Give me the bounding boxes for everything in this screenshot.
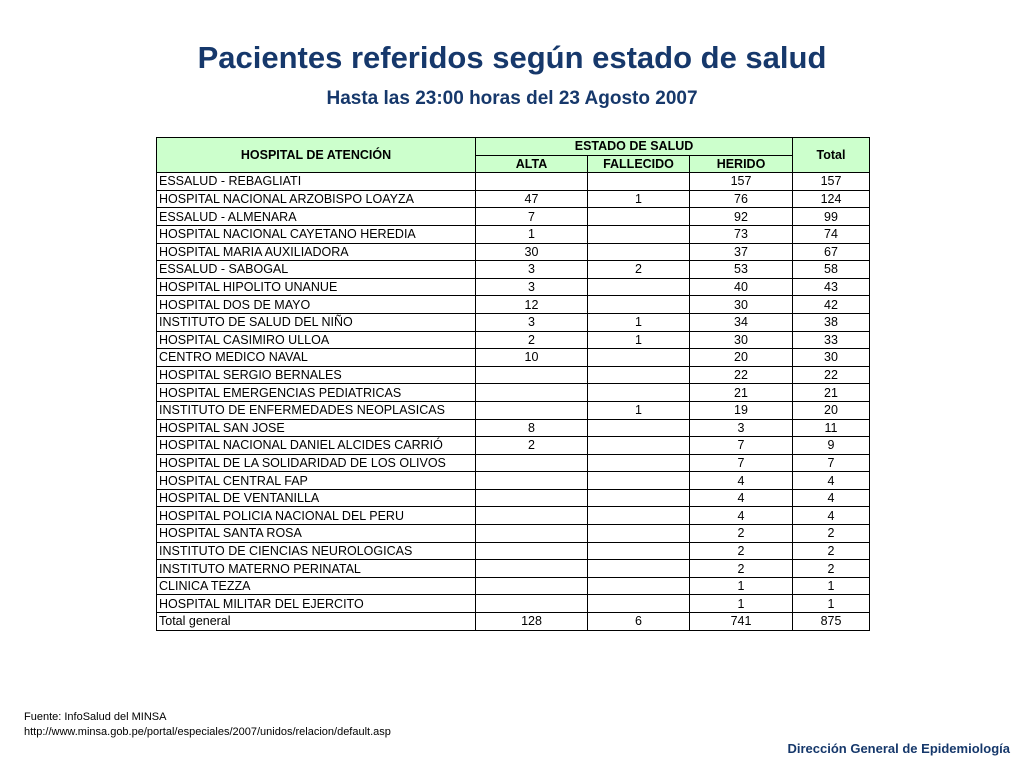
herido-cell: 3: [690, 419, 793, 437]
table-row: [157, 489, 870, 507]
fallecido-cell: [588, 419, 690, 437]
source-note: [24, 710, 391, 740]
total-cell: 157: [793, 173, 870, 191]
herido-cell: 1: [690, 595, 793, 613]
table-row: [157, 366, 870, 384]
hospital-cell: ESSALUD - ALMENARA: [157, 208, 476, 226]
fallecido-cell: [588, 489, 690, 507]
hospital-cell: INSTITUTO MATERNO PERINATAL: [157, 560, 476, 578]
fallecido-cell: [588, 296, 690, 314]
herido-cell: 157: [690, 173, 793, 191]
total-cell: 4: [793, 472, 870, 490]
fallecido-cell: [588, 384, 690, 402]
herido-cell: 4: [690, 472, 793, 490]
alta-cell: [476, 525, 588, 543]
alta-cell: 128: [476, 613, 588, 631]
alta-cell: 3: [476, 261, 588, 279]
total-cell: 2: [793, 542, 870, 560]
hospital-cell: HOSPITAL HIPOLITO UNANUE: [157, 278, 476, 296]
table-header-row: [157, 138, 870, 156]
table-row: [157, 419, 870, 437]
fallecido-cell: [588, 595, 690, 613]
patients-table: [156, 137, 870, 631]
hospital-cell: HOSPITAL MARIA AUXILIADORA: [157, 243, 476, 261]
fallecido-cell: 1: [588, 331, 690, 349]
fallecido-cell: 1: [588, 190, 690, 208]
alta-cell: 47: [476, 190, 588, 208]
alta-cell: [476, 472, 588, 490]
fallecido-cell: [588, 173, 690, 191]
table-row: [157, 278, 870, 296]
organization-name: Dirección General de Epidemiología: [787, 741, 1010, 756]
alta-cell: [476, 366, 588, 384]
alta-cell: 2: [476, 437, 588, 455]
herido-cell: 2: [690, 525, 793, 543]
table-row: [157, 401, 870, 419]
herido-cell: 30: [690, 296, 793, 314]
fallecido-cell: [588, 208, 690, 226]
total-cell: 1: [793, 577, 870, 595]
table-row: [157, 208, 870, 226]
table-row: [157, 560, 870, 578]
total-cell: 58: [793, 261, 870, 279]
alta-cell: [476, 560, 588, 578]
table-row: [157, 173, 870, 191]
total-cell: 42: [793, 296, 870, 314]
fallecido-cell: 1: [588, 401, 690, 419]
alta-cell: [476, 454, 588, 472]
hospital-cell: HOSPITAL EMERGENCIAS PEDIATRICAS: [157, 384, 476, 402]
total-cell: 22: [793, 366, 870, 384]
fallecido-cell: [588, 560, 690, 578]
herido-cell: 19: [690, 401, 793, 419]
hospital-cell: CENTRO MEDICO NAVAL: [157, 349, 476, 367]
herido-cell: 2: [690, 542, 793, 560]
header-fallecido: FALLECIDO: [588, 155, 690, 173]
herido-cell: 37: [690, 243, 793, 261]
alta-cell: 12: [476, 296, 588, 314]
table-row: [157, 243, 870, 261]
alta-cell: 3: [476, 278, 588, 296]
fallecido-cell: [588, 225, 690, 243]
herido-cell: 741: [690, 613, 793, 631]
herido-cell: 4: [690, 489, 793, 507]
table-row: [157, 190, 870, 208]
hospital-cell: HOSPITAL MILITAR DEL EJERCITO: [157, 595, 476, 613]
hospital-cell: HOSPITAL CENTRAL FAP: [157, 472, 476, 490]
herido-cell: 30: [690, 331, 793, 349]
header-alta: ALTA: [476, 155, 588, 173]
alta-cell: [476, 507, 588, 525]
herido-cell: 7: [690, 454, 793, 472]
herido-cell: 22: [690, 366, 793, 384]
header-herido: HERIDO: [690, 155, 793, 173]
alta-cell: 1: [476, 225, 588, 243]
table-row: [157, 331, 870, 349]
herido-cell: 2: [690, 560, 793, 578]
table-row: [157, 454, 870, 472]
table-row: [157, 595, 870, 613]
total-row: [157, 613, 870, 631]
header-total: Total: [793, 138, 870, 173]
hospital-cell: HOSPITAL DOS DE MAYO: [157, 296, 476, 314]
total-cell: 74: [793, 225, 870, 243]
page-subtitle: Hasta las 23:00 horas del 23 Agosto 2007: [326, 88, 698, 109]
alta-cell: [476, 401, 588, 419]
herido-cell: 40: [690, 278, 793, 296]
alta-cell: [476, 577, 588, 595]
fallecido-cell: 6: [588, 613, 690, 631]
total-cell: 33: [793, 331, 870, 349]
total-cell: 38: [793, 313, 870, 331]
herido-cell: 53: [690, 261, 793, 279]
hospital-cell: HOSPITAL DE LA SOLIDARIDAD DE LOS OLIVOS: [157, 454, 476, 472]
table-row: [157, 542, 870, 560]
herido-cell: 21: [690, 384, 793, 402]
total-cell: 11: [793, 419, 870, 437]
table-row: [157, 296, 870, 314]
table-body: [157, 173, 870, 630]
fallecido-cell: [588, 437, 690, 455]
hospital-cell: INSTITUTO DE SALUD DEL NIÑO: [157, 313, 476, 331]
total-cell: 21: [793, 384, 870, 402]
fallecido-cell: [588, 542, 690, 560]
total-cell: 7: [793, 454, 870, 472]
fallecido-cell: [588, 525, 690, 543]
herido-cell: 20: [690, 349, 793, 367]
table-row: [157, 261, 870, 279]
alta-cell: 2: [476, 331, 588, 349]
fallecido-cell: [588, 243, 690, 261]
herido-cell: 1: [690, 577, 793, 595]
hospital-cell: HOSPITAL NACIONAL CAYETANO HEREDIA: [157, 225, 476, 243]
header-hospital: HOSPITAL DE ATENCIÓN: [157, 138, 476, 173]
herido-cell: 92: [690, 208, 793, 226]
herido-cell: 7: [690, 437, 793, 455]
hospital-cell: HOSPITAL SANTA ROSA: [157, 525, 476, 543]
fallecido-cell: [588, 577, 690, 595]
total-cell: 99: [793, 208, 870, 226]
source-url: http://www.minsa.gob.pe/portal/especiales/2007/unidos/relacion/default.asp: [24, 726, 391, 738]
hospital-cell: HOSPITAL SERGIO BERNALES: [157, 366, 476, 384]
total-cell: 124: [793, 190, 870, 208]
total-cell: 2: [793, 560, 870, 578]
hospital-cell: HOSPITAL CASIMIRO ULLOA: [157, 331, 476, 349]
total-cell: 43: [793, 278, 870, 296]
table-row: [157, 313, 870, 331]
table-row: [157, 577, 870, 595]
herido-cell: 76: [690, 190, 793, 208]
alta-cell: [476, 384, 588, 402]
total-cell: 30: [793, 349, 870, 367]
table-row: [157, 384, 870, 402]
hospital-cell: HOSPITAL NACIONAL ARZOBISPO LOAYZA: [157, 190, 476, 208]
total-cell: 2: [793, 525, 870, 543]
hospital-cell: ESSALUD - REBAGLIATI: [157, 173, 476, 191]
table-row: [157, 525, 870, 543]
hospital-cell: HOSPITAL SAN JOSE: [157, 419, 476, 437]
hospital-cell: INSTITUTO DE CIENCIAS NEUROLOGICAS: [157, 542, 476, 560]
table-row: [157, 349, 870, 367]
hospital-cell: HOSPITAL NACIONAL DANIEL ALCIDES CARRIÓ: [157, 437, 476, 455]
alta-cell: 10: [476, 349, 588, 367]
hospital-cell: HOSPITAL DE VENTANILLA: [157, 489, 476, 507]
hospital-cell: CLINICA TEZZA: [157, 577, 476, 595]
table-row: [157, 225, 870, 243]
total-cell: 875: [793, 613, 870, 631]
fallecido-cell: [588, 507, 690, 525]
total-cell: 1: [793, 595, 870, 613]
herido-cell: 4: [690, 507, 793, 525]
hospital-cell: ESSALUD - SABOGAL: [157, 261, 476, 279]
hospital-cell: HOSPITAL POLICIA NACIONAL DEL PERU: [157, 507, 476, 525]
table-row: [157, 472, 870, 490]
herido-cell: 34: [690, 313, 793, 331]
herido-cell: 73: [690, 225, 793, 243]
total-cell: 4: [793, 489, 870, 507]
alta-cell: 3: [476, 313, 588, 331]
alta-cell: [476, 542, 588, 560]
alta-cell: 30: [476, 243, 588, 261]
alta-cell: [476, 173, 588, 191]
fallecido-cell: [588, 472, 690, 490]
source-label: Fuente: InfoSalud del MINSA: [24, 711, 167, 723]
table-row: [157, 507, 870, 525]
alta-cell: 7: [476, 208, 588, 226]
total-cell: 9: [793, 437, 870, 455]
fallecido-cell: 1: [588, 313, 690, 331]
total-cell: 20: [793, 401, 870, 419]
fallecido-cell: [588, 454, 690, 472]
total-cell: 4: [793, 507, 870, 525]
page-title: Pacientes referidos según estado de salud: [197, 40, 827, 75]
table-row: [157, 437, 870, 455]
alta-cell: [476, 489, 588, 507]
alta-cell: 8: [476, 419, 588, 437]
header-estado: ESTADO DE SALUD: [476, 138, 793, 156]
total-cell: 67: [793, 243, 870, 261]
fallecido-cell: 2: [588, 261, 690, 279]
fallecido-cell: [588, 349, 690, 367]
fallecido-cell: [588, 366, 690, 384]
hospital-cell: Total general: [157, 613, 476, 631]
hospital-cell: INSTITUTO DE ENFERMEDADES NEOPLASICAS: [157, 401, 476, 419]
alta-cell: [476, 595, 588, 613]
fallecido-cell: [588, 278, 690, 296]
